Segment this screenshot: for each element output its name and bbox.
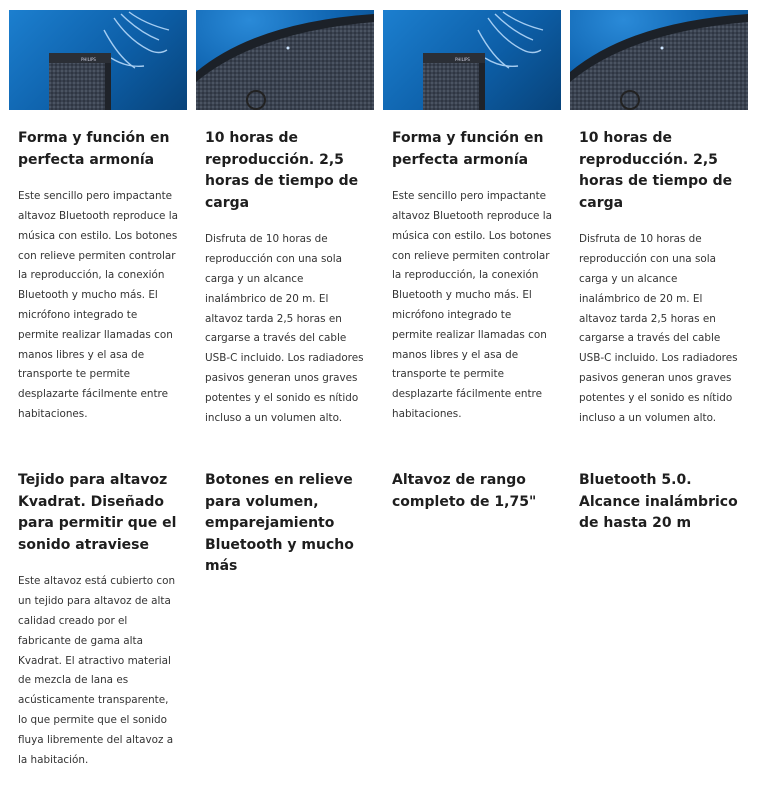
feature-title: Bluetooth 5.0. Alcance inalámbrico de hasta 20 m xyxy=(579,472,738,532)
feature-image xyxy=(9,10,187,110)
feature-description: Este altavoz está cubierto con un tejido para altavoz de alta calidad creado por el fabricante de gama alta Kvadrat. El atractivo material de mezcla de lana es acústicamente transparente, lo que permite que el sonido fluya libremente del altavoz a la habitación. xyxy=(18,575,176,766)
feature-description: Este sencillo pero impactante altavoz Bluetooth reproduce la música con estilo. Los botones con relieve permiten controlar la reproducción, la conexión Bluetooth y mucho más. El micrófono integrado te permite realizar llamadas con manos libres y el asa de transporte te permite desplazarte fácilmente entre habitaciones. xyxy=(18,190,178,420)
feature-card xyxy=(9,10,187,428)
feature-card xyxy=(570,10,748,428)
speaker-hand-icon xyxy=(9,10,187,110)
feature-description: Disfruta de 10 horas de reproducción con una sola carga y un alcance inalámbrico de 20 m. El altavoz tarda 2,5 horas en cargarse a través del cable USB-C incluido. Los radiadores pasivos generan unos graves potentes y el sonido es nítido incluso a un volumen alto. xyxy=(205,233,364,424)
feature-description: Este sencillo pero impactante altavoz Bluetooth reproduce la música con estilo. Los botones con relieve permiten controlar la reproducción, la conexión Bluetooth y mucho más. El micrófono integrado te permite realizar llamadas con manos libres y el asa de transporte te permite desplazarte fácilmente entre habitaciones. xyxy=(392,190,552,420)
features-grid-row1 xyxy=(9,10,748,428)
speaker-hand-icon xyxy=(383,10,561,110)
feature-card xyxy=(196,470,374,770)
feature-image xyxy=(570,10,748,110)
feature-title: 10 horas de reproducción. 2,5 horas de tiempo de carga xyxy=(205,130,359,211)
features-grid-row2 xyxy=(9,470,748,770)
feature-card xyxy=(9,470,187,770)
feature-title: Tejido para altavoz Kvadrat. Diseñado para permitir que el sonido atraviese xyxy=(18,472,177,553)
feature-title: Botones en relieve para volumen, emparejamiento Bluetooth y mucho más xyxy=(205,472,354,575)
feature-card xyxy=(383,10,561,428)
speaker-top-icon xyxy=(570,10,748,110)
feature-title: Forma y función en perfecta armonía xyxy=(392,130,544,168)
brand-logo: PHILIPS xyxy=(81,57,96,62)
feature-title: Altavoz de rango completo de 1,75" xyxy=(392,472,537,510)
feature-image xyxy=(196,10,374,110)
feature-title: Forma y función en perfecta armonía xyxy=(18,130,170,168)
feature-image xyxy=(383,10,561,110)
speaker-top-icon xyxy=(196,10,374,110)
feature-card xyxy=(570,470,748,770)
feature-card xyxy=(383,470,561,770)
feature-card xyxy=(196,10,374,428)
feature-description: Disfruta de 10 horas de reproducción con una sola carga y un alcance inalámbrico de 20 m. El altavoz tarda 2,5 horas en cargarse a través del cable USB-C incluido. Los radiadores pasivos generan unos graves potentes y el sonido es nítido incluso a un volumen alto. xyxy=(579,233,738,424)
feature-title: 10 horas de reproducción. 2,5 horas de tiempo de carga xyxy=(579,130,733,211)
brand-logo: PHILIPS xyxy=(455,57,470,62)
